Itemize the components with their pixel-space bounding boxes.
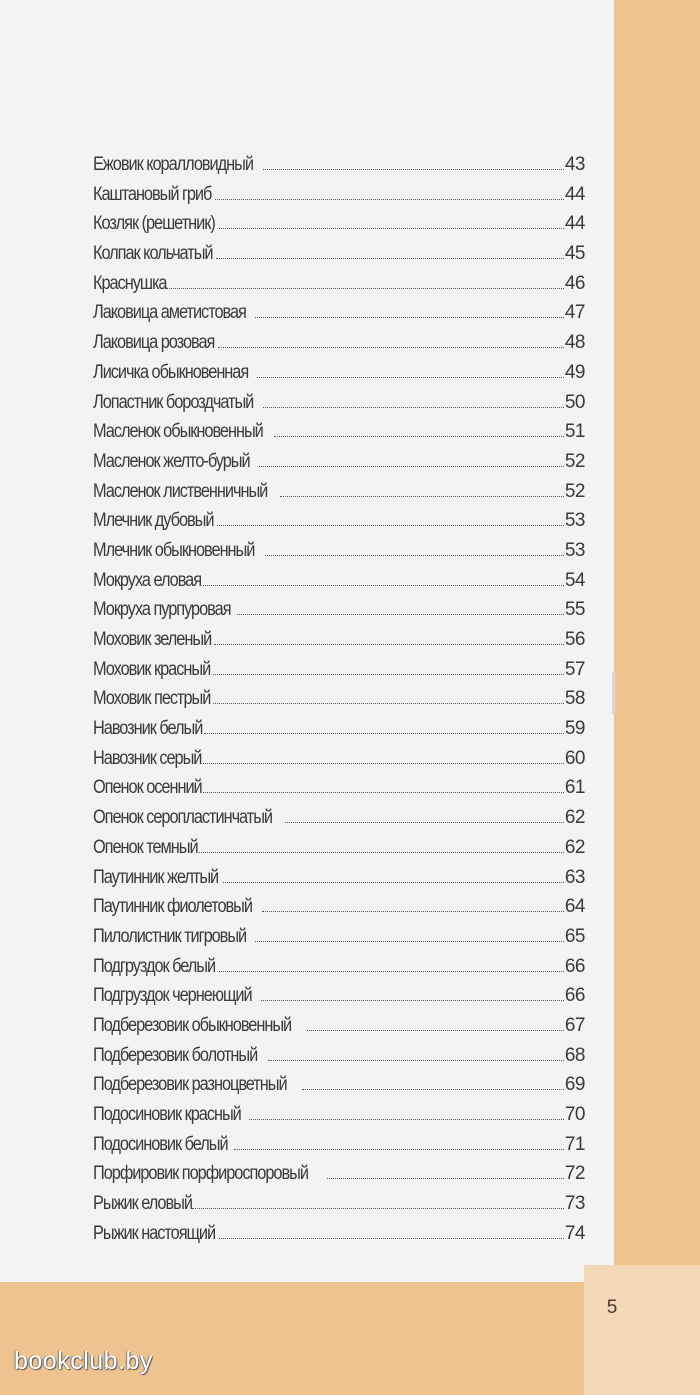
- toc-entry: [93, 807, 585, 837]
- toc-entry-page: 51: [564, 421, 585, 443]
- toc-dot-leader: [213, 703, 563, 704]
- toc-entry-page: 43: [564, 154, 585, 175]
- toc-entry: [93, 273, 585, 303]
- toc-entry: [93, 302, 585, 332]
- toc-entry-title: Опенок серопластинчатый: [93, 807, 273, 829]
- toc-entry-title: Подберезовик разноцветный: [93, 1074, 287, 1096]
- page-number-box: [584, 1265, 700, 1395]
- toc-entry: [93, 1104, 585, 1134]
- toc-entry-title: Рыжик еловый: [93, 1193, 192, 1215]
- toc-entry: [93, 243, 585, 273]
- toc-entry-page: 61: [564, 777, 585, 799]
- toc-entry: [93, 777, 585, 807]
- toc-entry-page: 66: [564, 985, 585, 1007]
- toc-entry-page: 74: [564, 1222, 585, 1244]
- toc-dot-leader: [223, 882, 564, 883]
- toc-entry: [93, 1223, 585, 1253]
- toc-entry-page: 55: [564, 599, 585, 621]
- toc-entry: [93, 1045, 585, 1075]
- toc-entry-title: Лопастник бороздчатый: [93, 391, 254, 413]
- toc-dot-leader: [219, 1238, 564, 1239]
- toc-entry: [93, 926, 585, 956]
- toc-dot-leader: [280, 496, 564, 497]
- toc-entry-page: 62: [564, 807, 585, 829]
- toc-dot-leader: [327, 1178, 564, 1179]
- toc-entry-title: Лисичка обыкновенная: [93, 361, 249, 383]
- toc-dot-leader: [268, 1060, 564, 1061]
- toc-entry-page: 46: [564, 272, 585, 294]
- toc-entry-page: 45: [564, 243, 585, 265]
- toc-entry: [93, 570, 585, 600]
- toc-dot-leader: [213, 674, 564, 675]
- toc-entry-title: Колпак кольчатый: [93, 243, 213, 265]
- toc-entry-title: Млечник дубовый: [93, 510, 214, 532]
- toc-entry-page: 49: [564, 361, 585, 383]
- toc-entry-page: 72: [564, 1163, 585, 1185]
- toc-entry-page: 71: [564, 1133, 585, 1155]
- toc-entry-title: Лаковица розовая: [93, 332, 215, 354]
- toc-dot-leader: [274, 436, 563, 437]
- toc-entry-title: Рыжик настоящий: [93, 1222, 216, 1244]
- toc-entry-title: Моховик красный: [93, 658, 211, 680]
- toc-entry-title: Мокруха пурпуровая: [93, 599, 231, 621]
- toc-entry-page: 47: [564, 302, 585, 324]
- toc-entry: [93, 392, 585, 422]
- toc-entry-page: 50: [564, 391, 585, 413]
- toc-entry-title: Мокруха еловая: [93, 569, 202, 591]
- toc-entry-title: Моховик зеленый: [93, 629, 212, 650]
- toc-dot-leader: [215, 199, 564, 200]
- toc-dot-leader: [192, 1208, 564, 1209]
- toc-entry: [93, 629, 585, 659]
- toc-entry-title: Порфировик порфироспоровый: [93, 1163, 308, 1185]
- toc-entry-page: 69: [564, 1074, 585, 1096]
- toc-entry-title: Пилолистник тигровый: [93, 925, 247, 947]
- toc-dot-leader: [216, 258, 564, 259]
- toc-entry-page: 70: [564, 1104, 585, 1125]
- toc-entry-page: 66: [564, 955, 585, 977]
- toc-entry: [93, 362, 585, 392]
- toc-entry: [93, 1163, 585, 1193]
- toc-entry-page: 52: [564, 450, 585, 472]
- toc-dot-leader: [217, 525, 564, 526]
- toc-entry-page: 53: [564, 539, 585, 561]
- toc-dot-leader: [234, 1149, 564, 1150]
- toc-entry: [93, 985, 585, 1015]
- toc-entry-page: 53: [564, 510, 585, 532]
- page-number: 5: [606, 1297, 618, 1318]
- toc-entry-title: Каштановый гриб: [93, 183, 212, 205]
- page-edge-mark: [612, 672, 615, 714]
- toc-dot-leader: [214, 644, 563, 645]
- toc-entry-page: 56: [564, 629, 585, 650]
- toc-entry: [93, 510, 585, 540]
- bottom-accent-band: [0, 1282, 584, 1395]
- toc-entry: [93, 837, 585, 867]
- toc-entry-title: Паутинник фиолетовый: [93, 896, 252, 918]
- toc-entry-title: Навозник белый: [93, 718, 203, 740]
- toc-entry: [93, 718, 585, 748]
- toc-entry-page: 68: [564, 1044, 585, 1066]
- toc-dot-leader: [285, 822, 564, 823]
- toc-dot-leader: [262, 911, 564, 912]
- toc-entry-title: Подгруздок чернеющий: [93, 985, 252, 1007]
- toc-entry-title: Козляк (решетник): [93, 213, 215, 235]
- toc-dot-leader: [259, 466, 564, 467]
- toc-dot-leader: [219, 971, 564, 972]
- table-of-contents: [93, 154, 585, 1252]
- toc-entry: [93, 867, 585, 897]
- toc-entry: [93, 421, 585, 451]
- toc-entry: [93, 1074, 585, 1104]
- toc-entry: [93, 896, 585, 926]
- watermark: bookclub.by: [14, 1347, 153, 1375]
- toc-entry-title: Краснушка: [93, 272, 167, 294]
- toc-dot-leader: [249, 1119, 564, 1120]
- toc-entry: [93, 1134, 585, 1164]
- toc-dot-leader: [302, 1089, 564, 1090]
- toc-entry: [93, 481, 585, 511]
- toc-entry-page: 44: [564, 183, 585, 205]
- toc-entry: [93, 659, 585, 689]
- toc-entry-title: Ежовик коралловидный: [93, 154, 253, 175]
- toc-entry-page: 54: [564, 569, 585, 591]
- toc-entry-title: Опенок темный: [93, 836, 198, 858]
- toc-entry-page: 73: [564, 1193, 585, 1215]
- toc-dot-leader: [255, 317, 564, 318]
- toc-dot-leader: [255, 941, 564, 942]
- toc-entry: [93, 451, 585, 481]
- toc-entry-page: 67: [564, 1014, 585, 1036]
- toc-dot-leader: [237, 614, 564, 615]
- toc-entry-title: Подгруздок белый: [93, 955, 216, 977]
- toc-entry-page: 52: [564, 480, 585, 502]
- toc-entry: [93, 599, 585, 629]
- toc-entry-page: 63: [564, 866, 585, 888]
- toc-entry: [93, 688, 585, 718]
- toc-entry-title: Подберезовик обыкновенный: [93, 1014, 292, 1036]
- toc-entry-page: 44: [564, 213, 585, 235]
- toc-entry-page: 57: [564, 658, 585, 680]
- toc-entry: [93, 332, 585, 362]
- toc-entry-title: Подберезовик болотный: [93, 1044, 258, 1066]
- toc-dot-leader: [263, 407, 563, 408]
- toc-dot-leader: [307, 1030, 563, 1031]
- toc-entry-title: Масленок обыкновенный: [93, 421, 263, 443]
- toc-entry-page: 65: [564, 925, 585, 947]
- toc-entry-title: Масленок лиственничный: [93, 480, 268, 502]
- toc-dot-leader: [265, 555, 564, 556]
- toc-entry-page: 59: [564, 718, 585, 740]
- toc-dot-leader: [199, 852, 564, 853]
- toc-entry: [93, 154, 585, 184]
- toc-entry: [93, 1193, 585, 1223]
- toc-entry-title: Подосиновик красный: [93, 1104, 241, 1125]
- toc-entry: [93, 956, 585, 986]
- toc-dot-leader: [218, 347, 564, 348]
- toc-entry-page: 62: [564, 836, 585, 858]
- toc-dot-leader: [263, 169, 564, 170]
- toc-entry: [93, 213, 585, 243]
- toc-dot-leader: [257, 377, 563, 378]
- toc-dot-leader: [203, 585, 564, 586]
- toc-entry: [93, 1015, 585, 1045]
- toc-entry: [93, 184, 585, 214]
- toc-dot-leader: [261, 1000, 563, 1001]
- right-accent-band: [614, 0, 700, 1265]
- toc-entry-page: 58: [564, 688, 585, 710]
- toc-dot-leader: [162, 288, 563, 289]
- toc-entry-title: Млечник обыкновенный: [93, 539, 255, 561]
- toc-entry-title: Подосиновик белый: [93, 1133, 228, 1155]
- toc-dot-leader: [204, 733, 564, 734]
- toc-entry-title: Опенок осенний: [93, 777, 202, 799]
- toc-entry-title: Лаковица аметистовая: [93, 302, 246, 324]
- toc-entry: [93, 748, 585, 778]
- toc-entry-title: Масленок желто-бурый: [93, 450, 250, 472]
- toc-entry-title: Паутинник желтый: [93, 866, 219, 888]
- toc-entry-page: 64: [564, 896, 585, 918]
- toc-entry-title: Навозник серый: [93, 747, 202, 769]
- toc-dot-leader: [219, 228, 564, 229]
- toc-dot-leader: [203, 763, 564, 764]
- toc-entry-page: 60: [564, 747, 585, 769]
- toc-entry-title: Моховик пестрый: [93, 688, 211, 710]
- toc-entry: [93, 540, 585, 570]
- toc-dot-leader: [203, 792, 564, 793]
- toc-entry-page: 48: [564, 332, 585, 354]
